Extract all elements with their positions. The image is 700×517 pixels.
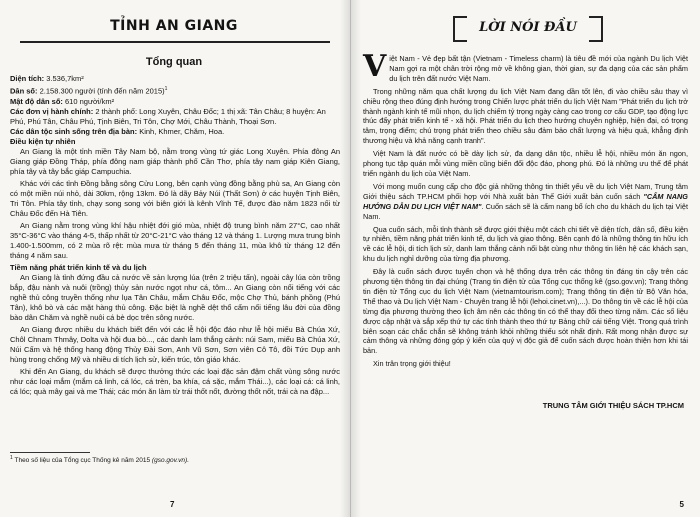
paragraph: An Giang nằm trong vùng khí hậu nhiệt đới gió mùa, nhiệt độ trung bình năm 27°C, cao nhất 35°C-36°C vào tháng 4-5, thấp nhất từ 20°C-21°C vào tháng 12 và tháng 1. Lượng mưa trung bình 1.400-1.500mm, có 2 mùa rõ rệt: mùa mưa từ tháng 5 đến tháng 11, mùa khô từ tháng 12 đến tháng 4 năm sau. [10, 220, 340, 260]
page-number: 7 [170, 500, 175, 509]
fact-density: Mật độ dân số: 610 người/km² [10, 96, 115, 106]
right-page [351, 0, 700, 517]
paragraph: Đây là cuốn sách được tuyển chọn và hệ thống dựa trên các thông tin đáng tin cậy trên các phương tiện thông tin đại chúng (Trang tin điện tử của Tổng cục thống kê (gso.gov.vn); Trang thông tin điện tử Tổng cục du lịch Việt Nam (vietnamtourism.com); Trang thông tin điện tử Bộ Văn hóa, Thể thao và Du lịch Việt Nam - Chuyên trang lễ hội (lehoi.cinet.vn),...). Do thông tin về các lễ hội của từng địa phương thường theo lịch âm nên các thông tin có thể thay đổi theo từng năm. Các số liệu được cập nhật và sắp xếp thứ tự các tỉnh thành theo thứ tự Bảng chữ cái tiếng Việt. Trong quá trình biên soạn các chắc chắn sẽ không tránh khỏi những thiếu sót nhất định. Rất mong nhận được sự cảm thông và những đóng góp ý kiến của quý vị độc giả để cuốn sách được hoàn thiện hơn khi tái bản. [363, 267, 688, 356]
intro-title-frame [453, 16, 603, 42]
paragraph: An Giang là tỉnh đứng đầu cả nước về sản lượng lúa (trên 2 triệu tấn), ngoài cây lúa còn trồng bắp, đậu nành và nuôi (trồng) thủy sản nước ngọt như cá, tôm... An Giang còn nổi tiếng với các nghề thủ công truyền thống như lụa Tân Châu, mắm Châu Đốc, mộc Chợ Thủ, bánh phồng (Phú Tân), khô bò và các mặt hàng thủ công. Đặc biệt là nghề dệt thổ cẩm nổi tiếng lâu đời của đồng bào dân Chăm và nghề nuôi cá bè dọc trên sông nước. [10, 272, 340, 322]
economy-tourism-heading: Tiềm năng phát triển kinh tế và du lịch [10, 262, 147, 272]
intro-title: LỜI NÓI ĐẦU [479, 20, 577, 35]
gutter-shadow [351, 0, 361, 517]
fact-ethnic-groups: Các dân tộc sinh sống trên địa bàn: Kinh, Khmer, Chăm, Hoa. [10, 126, 225, 136]
province-title: TỈNH AN GIANG [110, 18, 238, 34]
paragraph: Việt Nam - Vẻ đẹp bất tận (Vietnam - Timeless charm) là tiêu đề mới của ngành Du lịch Việt Nam gợi ra một chân trời rộng mở về không gian, thời gian, sự đa dạng của các sản phẩm du lịch trên đất nước Việt Nam. [363, 49, 688, 84]
paragraph: Khác với các tỉnh Đồng bằng sông Cửu Long, bên cạnh vùng đồng bằng phù sa, An Giang còn có một miền núi nhỏ, dài 30km, rộng 13km. Đó là dãy Bảy Núi (Thất Sơn) ở các huyện Tịnh Biên, Tri Tôn. Phía tây tỉnh, chạy song song với biên giới là kênh Vĩnh Tế, được đào năm 1823 nối từ Châu Đốc đến Hà Tiên. [10, 178, 340, 218]
footnote-divider [10, 452, 90, 453]
fact-area: Diện tích: 3.536,7km² [10, 74, 84, 83]
signature: TRUNG TÂM GIỚI THIỆU SÁCH TP.HCM [542, 401, 684, 410]
section-title: Tổng quan [145, 56, 203, 68]
paragraph: An Giang là một tỉnh miền Tây Nam bộ, nằm trong vùng tứ giác Long Xuyên. Phía đông An Giang giáp Đồng Tháp, phía đông nam giáp thành phố Cần Thơ, phía tây nam giáp Kiên Giang, phía tây và tây bắc giáp Campuchia. [10, 146, 340, 176]
paragraph: Với mong muốn cung cấp cho độc giả những thông tin thiết yếu về du lịch Việt Nam, Trung tâm Giới thiệu sách TP.HCM phối hợp với Nhà xuất bản Thế Giới xuất bản cuốn sách "CẨM NANG HƯỚNG DẪN DU LỊCH VIỆT NAM". Cuốn sách sẽ là cẩm nang bổ ích cho du khách du lịch tại Việt Nam. [363, 181, 688, 221]
natural-conditions-heading: Điều kiện tự nhiên [10, 136, 76, 146]
paragraph: Qua cuốn sách, mỗi tỉnh thành sẽ được giới thiệu một cách chi tiết về diện tích, dân số, điều kiện tự nhiên, tiềm năng phát triển kinh tế, du lịch và giao thông. Bên cạnh đó là những thông tin hữu ích về các lễ hội, di tích lịch sử, danh lam thắng cảnh nổi bật cùng như thông tin liên hệ các khách sạn, khu du lịch nghỉ dưỡng của từng địa phương. [363, 224, 688, 264]
page-number: 5 [679, 500, 684, 509]
paragraph: Việt Nam là đất nước có bề dày lịch sử, đa dạng dân tộc, nhiều lễ hội, nhiều món ăn ngon, phong tục tập quán mỗi vùng miền cũng biến đổi độc đáo, phong phú. Đó là những ưu thế để phát triển ngành du lịch của Việt Nam. [363, 149, 688, 178]
fact-admin-units: Các đơn vị hành chính: 2 thành phố: Long Xuyên, Châu Đốc; 1 thị xã: Tân Châu; 8 huyện: An Phú, Phú Tân, Châu Phú, Tịnh Biên, Tri Tôn, Chợ Mới, Châu Thành, Thoại Sơn. [10, 106, 326, 126]
title-divider [20, 41, 330, 43]
footnote: $^1$ Theo số liệu của Tổng cục Thống kê năm 2015 (gso.gov.vn). [10, 455, 190, 465]
drop-cap: V [363, 49, 387, 84]
gutter-shadow [340, 0, 350, 517]
paragraph: Trong những năm qua chất lượng du lịch Việt Nam đang dần tốt lên, đi vào chiều sâu thay vì chiều rộng theo đúng định hướng trong Chiến lược phát triển du lịch Việt Nam "Phát triển du lịch trở thành ngành kinh tế mũi nhọn, du lịch chiếm tỷ trọng ngày càng cao trong cơ cấu GDP, tạo động lực thúc đẩy phát triển kinh tế - xã hội. Phát triển du lịch theo hướng chuyên nghiệp, hiện đại, có trọng tâm, trọng điểm; chú trọng phát triển theo chiều sâu đảm bảo chất lượng và hiệu quả, khẳng định thương hiệu và khả năng cạnh tranh". [363, 86, 688, 146]
paragraph: An Giang được nhiều du khách biết đến với các lễ hội độc đáo như lễ hội miếu Bà Chúa Xứ, Chôl Chnam Thmây, Dolta và hội đua bò..., các danh lam thắng cảnh: núi Sam, miếu Bà Chúa Xứ, Núi Cấm và hệ thống hang động Thủy Đài Sơn, Anh Vũ Sơn, Sơn viên Cô Tô, đồi Tức Dụp anh hùng trong chống Mỹ và nhiều di tích lịch sử, kiến trúc, tôn giáo khác. [10, 324, 340, 364]
paragraph: Khi đến An Giang, du khách sẽ được thưởng thức các loại đặc sản đậm chất vùng sông nước như các loại mắm (mắm cá linh, cá lóc, cá trèn, ba khía, cá sặc, mắm Thái...), các loại cá: cá linh, cá lóc; quà mây gai và me Thái; các món ăn làm từ trái thốt nốt, đường thốt nốt, trái cà na đập... [10, 366, 340, 396]
footnote-marker: 1 [164, 86, 168, 92]
fact-population: Dân số: 2.158.300 người (tính đến năm 2015)$^1$ [10, 86, 168, 96]
book-title-quote: "CẨM NANG HƯỚNG DẪN DU LỊCH VIỆT NAM" [363, 191, 688, 211]
left-body [10, 74, 340, 399]
right-body [363, 49, 688, 372]
closing-line: Xin trân trọng giới thiệu! [373, 359, 451, 369]
